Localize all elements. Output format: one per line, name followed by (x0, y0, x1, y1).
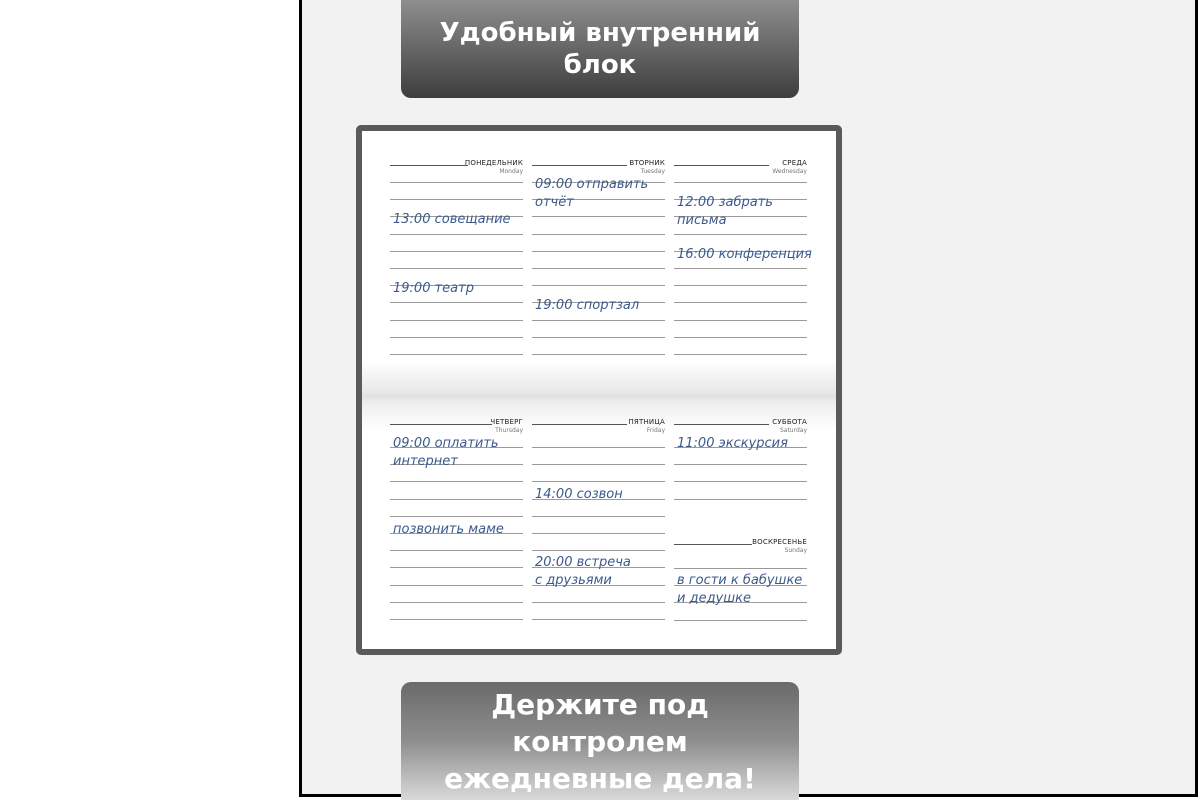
day-label-friday: ПЯТНИЦА (628, 418, 665, 426)
ruled-line (390, 481, 523, 482)
ruled-line (532, 251, 665, 252)
ruled-line (674, 285, 807, 286)
day-label-thursday: ЧЕТВЕРГ (490, 418, 523, 426)
ruled-line (674, 234, 807, 235)
ruled-line (532, 268, 665, 269)
ruled-line (532, 516, 665, 517)
top-banner-text: Удобный внутренний блок (439, 18, 761, 80)
bottom-banner (401, 682, 799, 800)
day-sublabel-saturday: Saturday (779, 427, 807, 434)
ruled-line (390, 602, 523, 603)
ruled-line (532, 216, 665, 217)
ruled-line (390, 337, 523, 338)
note-friday-3: с друзьями (535, 573, 612, 588)
day-label-sunday: ВОСКРЕСЕНЬЕ (752, 538, 807, 546)
ruled-line (390, 199, 523, 200)
ruled-line (532, 619, 665, 620)
day-sublabel-thursday: Thursday (495, 427, 523, 434)
ruled-line (390, 550, 523, 551)
ruled-line (674, 464, 807, 465)
note-thursday-1: 09:00 оплатить (393, 436, 499, 451)
note-sunday-1: в гости к бабушке (677, 573, 803, 588)
ruled-line (532, 337, 665, 338)
planner-spread (362, 131, 836, 649)
ruled-line (390, 268, 523, 269)
ruled-line (674, 354, 807, 355)
day-header-saturday (674, 412, 807, 434)
ruled-line (390, 234, 523, 235)
ruled-line (532, 464, 665, 465)
note-wednesday-3: 16:00 конференция (677, 247, 812, 262)
day-header-thursday (390, 412, 523, 434)
ruled-line (532, 354, 665, 355)
ruled-line (674, 481, 807, 482)
note-saturday-1: 11:00 экскурсия (677, 436, 788, 451)
note-tuesday-3: 19:00 спортзал (535, 298, 640, 313)
ruled-line (674, 302, 807, 303)
day-sublabel-monday: Monday (499, 168, 523, 175)
day-header-tuesday (532, 153, 665, 175)
ruled-line (674, 620, 807, 621)
day-header-monday (390, 153, 523, 175)
ruled-line (390, 567, 523, 568)
ruled-line (390, 320, 523, 321)
ruled-line (390, 585, 523, 586)
ruled-line (532, 447, 665, 448)
day-header-friday (532, 412, 665, 434)
bottom-banner-text: Держите под контролем ежедневные дела! (444, 687, 756, 795)
ruled-line (674, 320, 807, 321)
ruled-line (532, 234, 665, 235)
ruled-line (532, 550, 665, 551)
note-monday-1: 13:00 совещание (393, 212, 511, 227)
note-sunday-2: и дедушке (677, 591, 751, 606)
day-header-wednesday (674, 153, 807, 175)
ruled-line (532, 533, 665, 534)
ruled-line (674, 268, 807, 269)
day-label-wednesday: СРЕДА (782, 159, 807, 167)
ruled-line (390, 619, 523, 620)
ruled-line (390, 182, 523, 183)
day-header-sunday (674, 532, 807, 554)
ruled-line (674, 499, 807, 500)
top-banner (401, 0, 799, 98)
note-wednesday-2: письма (677, 213, 727, 228)
ruled-line (390, 499, 523, 500)
note-friday-1: 14:00 созвон (535, 487, 623, 502)
ruled-line (532, 320, 665, 321)
note-friday-2: 20:00 встреча (535, 555, 631, 570)
ruled-line (674, 182, 807, 183)
ruled-line (674, 568, 807, 569)
note-tuesday-2: отчёт (535, 195, 574, 210)
day-sublabel-sunday: Sunday (784, 547, 807, 554)
day-label-tuesday: ВТОРНИК (629, 159, 665, 167)
day-label-monday: ПОНЕДЕЛЬНИК (464, 159, 523, 167)
ruled-line (532, 481, 665, 482)
note-monday-2: 19:00 театр (393, 281, 474, 296)
day-label-saturday: СУББОТА (772, 418, 807, 426)
note-thursday-3: позвонить маме (393, 522, 504, 537)
note-thursday-2: интернет (393, 454, 458, 469)
ruled-line (532, 602, 665, 603)
planner-book (356, 125, 842, 655)
note-wednesday-1: 12:00 забрать (677, 195, 773, 210)
ruled-line (390, 354, 523, 355)
day-sublabel-friday: Friday (646, 427, 665, 434)
ruled-line (674, 337, 807, 338)
ruled-line (532, 285, 665, 286)
ruled-line (390, 516, 523, 517)
day-sublabel-wednesday: Wednesday (772, 168, 807, 175)
note-tuesday-1: 09:00 отправить (535, 177, 649, 192)
ruled-line (390, 302, 523, 303)
ruled-line (390, 251, 523, 252)
day-sublabel-tuesday: Tuesday (640, 168, 665, 175)
